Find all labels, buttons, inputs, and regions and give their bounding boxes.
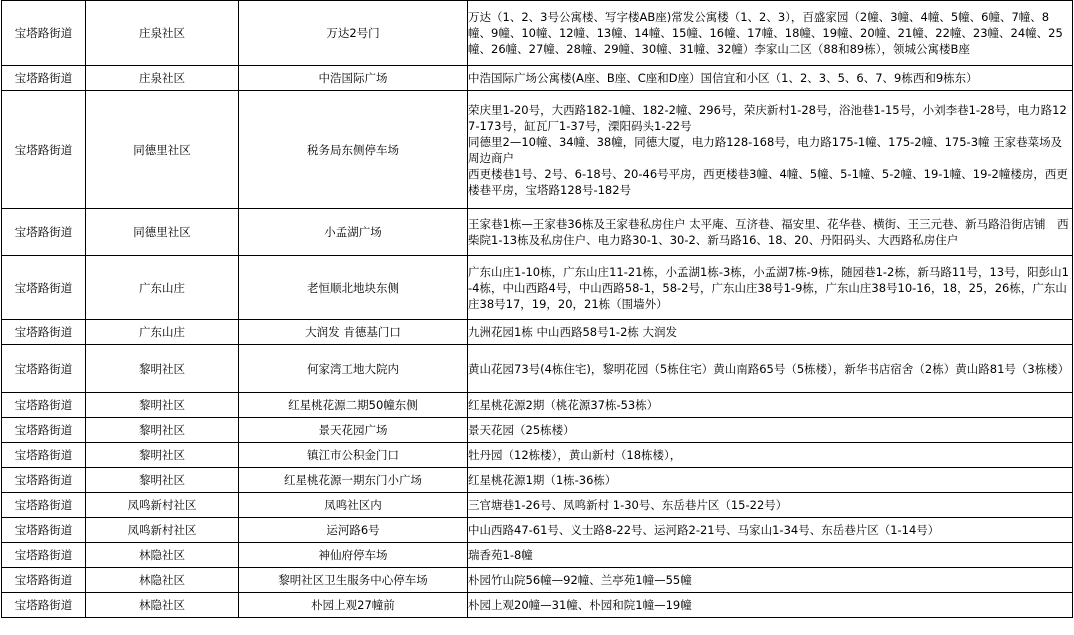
coverage-text: 景天花园（25栋楼） — [468, 423, 575, 437]
coverage-cell — [468, 443, 1073, 468]
table-row — [2, 320, 1073, 345]
table-row — [2, 443, 1073, 468]
coverage-cell — [468, 66, 1073, 91]
community-cell: 黎明社区 — [86, 345, 239, 393]
street-cell: 宝塔路街道 — [2, 66, 86, 91]
table-row — [2, 1, 1073, 66]
coverage-text: 九洲花园1栋 中山西路58号1-2栋 大润发 — [468, 325, 678, 339]
site-cell: 万达2号门 — [239, 1, 468, 66]
table-row — [2, 256, 1073, 320]
community-cell: 林隐社区 — [86, 593, 239, 618]
site-cell: 老恒顺北地块东侧 — [239, 256, 468, 320]
coverage-cell — [468, 256, 1073, 320]
table-row — [2, 468, 1073, 493]
street-cell: 宝塔路街道 — [2, 518, 86, 543]
table-row — [2, 393, 1073, 418]
community-cell: 林隐社区 — [86, 543, 239, 568]
coverage-text: 荣庆里1-20号，大西路182-1幢、182-2幢、296号，荣庆新村1-28号，浴池巷1-15号，小刘李巷1-28号，电力路127-173号，缸瓦厂1-37号，溧阳码头1-22号 — [468, 102, 1067, 133]
table-row — [2, 91, 1073, 209]
coverage-cell — [468, 345, 1073, 393]
street-cell: 宝塔路街道 — [2, 493, 86, 518]
coverage-text: 三官塘巷1-26号、凤鸣新村 1-30号、东岳巷片区（15-22号） — [468, 498, 788, 512]
street-cell: 宝塔路街道 — [2, 418, 86, 443]
community-cell: 庄泉社区 — [86, 66, 239, 91]
coverage-text: 同德里2—10幢、34幢、38幢，同德大厦，电力路128-168号，电力路175-1幢、175-2幢、175-3幢 王家巷菜场及周边商户 — [468, 134, 1063, 165]
site-cell: 凤鸣社区内 — [239, 493, 468, 518]
street-cell: 宝塔路街道 — [2, 468, 86, 493]
table-row — [2, 209, 1073, 256]
street-cell: 宝塔路街道 — [2, 393, 86, 418]
street-cell: 宝塔路街道 — [2, 1, 86, 66]
street-cell: 宝塔路街道 — [2, 568, 86, 593]
site-cell: 小孟湖广场 — [239, 209, 468, 256]
site-cell: 镇江市公积金门口 — [239, 443, 468, 468]
street-cell: 宝塔路街道 — [2, 91, 86, 209]
site-cell: 中浩国际广场 — [239, 66, 468, 91]
community-cell: 凤鸣新村社区 — [86, 493, 239, 518]
coverage-text: 万达（1、2、3号公寓楼、写字楼AB座)常发公寓楼（1、2、3），百盛家园（2幢、3幢、4幢、5幢、6幢、7幢、8幢、9幢、10幢、12幢、13幢、14幢、15幢、16幢、17幢、18幢、19幢、20幢、21幢、22幢、23幢、24幢、25幢、26幢、27幢、28幢、29幢、30幢、31幢、32幢）李家山二区（88和89栋），领城公寓楼B座 — [468, 10, 1063, 56]
street-cell: 宝塔路街道 — [2, 256, 86, 320]
table-row — [2, 543, 1073, 568]
coverage-cell — [468, 568, 1073, 593]
site-cell: 神仙府停车场 — [239, 543, 468, 568]
site-cell: 红星桃花源二期50幢东侧 — [239, 393, 468, 418]
site-cell: 何家湾工地大院内 — [239, 345, 468, 393]
community-cell: 黎明社区 — [86, 443, 239, 468]
coverage-text: 中浩国际广场公寓楼(A座、B座、C座和D座）国信宜和小区（1、2、3、5、6、7、9栋西和9栋东） — [468, 71, 978, 85]
site-cell: 运河路6号 — [239, 518, 468, 543]
street-cell: 宝塔路街道 — [2, 443, 86, 468]
coverage-text: 瑞香苑1-8幢 — [468, 548, 533, 562]
community-cell: 黎明社区 — [86, 468, 239, 493]
community-cell: 同德里社区 — [86, 209, 239, 256]
street-cell: 宝塔路街道 — [2, 209, 86, 256]
coverage-cell — [468, 418, 1073, 443]
coverage-text: 牡丹园（12栋楼），黄山新村（18栋楼）， — [468, 448, 682, 462]
community-cell: 庄泉社区 — [86, 1, 239, 66]
coverage-cell — [468, 468, 1073, 493]
table-row — [2, 493, 1073, 518]
community-cell: 同德里社区 — [86, 91, 239, 209]
table-body — [2, 1, 1073, 618]
street-cell: 宝塔路街道 — [2, 543, 86, 568]
coverage-text: 朴园上观20幢—31幢、朴园和院1幢—19幢 — [468, 598, 692, 612]
coverage-text: 广东山庄1-10栋，广东山庄11-21栋，小孟湖1栋-3栋，小孟湖7栋-9栋，随园巷1-2栋，新马路11号，13号，阳彭山1-4栋，中山西路4号，中山西路58-1，58-2号，广东山庄38号1-9栋，广东山庄38号10-16，18，25，26栋，广东山庄38号17，19，20，21栋（围墙外） — [468, 264, 1069, 311]
table-row — [2, 345, 1073, 393]
coverage-cell — [468, 543, 1073, 568]
site-cell: 红星桃花源一期东门小广场 — [239, 468, 468, 493]
site-cell: 税务局东侧停车场 — [239, 91, 468, 209]
site-cell: 黎明社区卫生服务中心停车场 — [239, 568, 468, 593]
table-row — [2, 593, 1073, 618]
community-cell: 黎明社区 — [86, 418, 239, 443]
table-row — [2, 66, 1073, 91]
community-cell: 广东山庄 — [86, 256, 239, 320]
coverage-cell — [468, 1, 1073, 66]
coverage-text: 红星桃花源2期（桃花源37栋-53栋） — [468, 398, 659, 412]
community-cell: 凤鸣新村社区 — [86, 518, 239, 543]
coverage-text: 红星桃花源1期（1栋-36栋） — [468, 473, 617, 487]
community-cell: 广东山庄 — [86, 320, 239, 345]
table-row — [2, 418, 1073, 443]
coverage-text: 西更楼巷1号、2号、6-18号、20-46号平房，西更楼巷3幢、4幢、5幢、5-1幢、5-2幢、19-1幢、19-2幢楼房，西更楼巷平房，宝塔路128号-182号 — [468, 166, 1068, 197]
coverage-cell — [468, 593, 1073, 618]
coverage-text: 王家巷1栋—王家巷36栋及王家巷私房住户 太平庵、互济巷、福安里、花华巷、横街、王三元巷、新马路沿街店铺 西柴院1-13栋及私房住户、电力路30-1、30-2、新马路16、18、20、丹阳码头、大西路私房住户 — [468, 217, 1069, 247]
coverage-cell — [468, 393, 1073, 418]
site-cell: 大润发 肯德基门口 — [239, 320, 468, 345]
street-cell: 宝塔路街道 — [2, 320, 86, 345]
coverage-cell — [468, 91, 1073, 209]
site-cell: 朴园上观27幢前 — [239, 593, 468, 618]
coverage-cell — [468, 518, 1073, 543]
sampling-site-table — [1, 0, 1073, 618]
coverage-text: 黄山花园73号(4栋住宅)，黎明花园（5栋住宅）黄山南路65号（5栋楼），新华书店宿舍（2栋）黄山路81号（3栋楼） — [468, 361, 1070, 376]
site-cell: 景天花园广场 — [239, 418, 468, 443]
coverage-cell — [468, 493, 1073, 518]
community-cell: 黎明社区 — [86, 393, 239, 418]
table-row — [2, 518, 1073, 543]
street-cell: 宝塔路街道 — [2, 593, 86, 618]
coverage-text: 朴园竹山院56幢—92幢、兰亭苑1幢—55幢 — [468, 573, 692, 587]
coverage-cell — [468, 209, 1073, 256]
table-row — [2, 568, 1073, 593]
coverage-cell — [468, 320, 1073, 345]
coverage-text: 中山西路47-61号、义士路8-22号、运河路2-21号、马家山1-34号、东岳巷片区（1-14号） — [468, 523, 940, 537]
community-cell: 林隐社区 — [86, 568, 239, 593]
street-cell: 宝塔路街道 — [2, 345, 86, 393]
